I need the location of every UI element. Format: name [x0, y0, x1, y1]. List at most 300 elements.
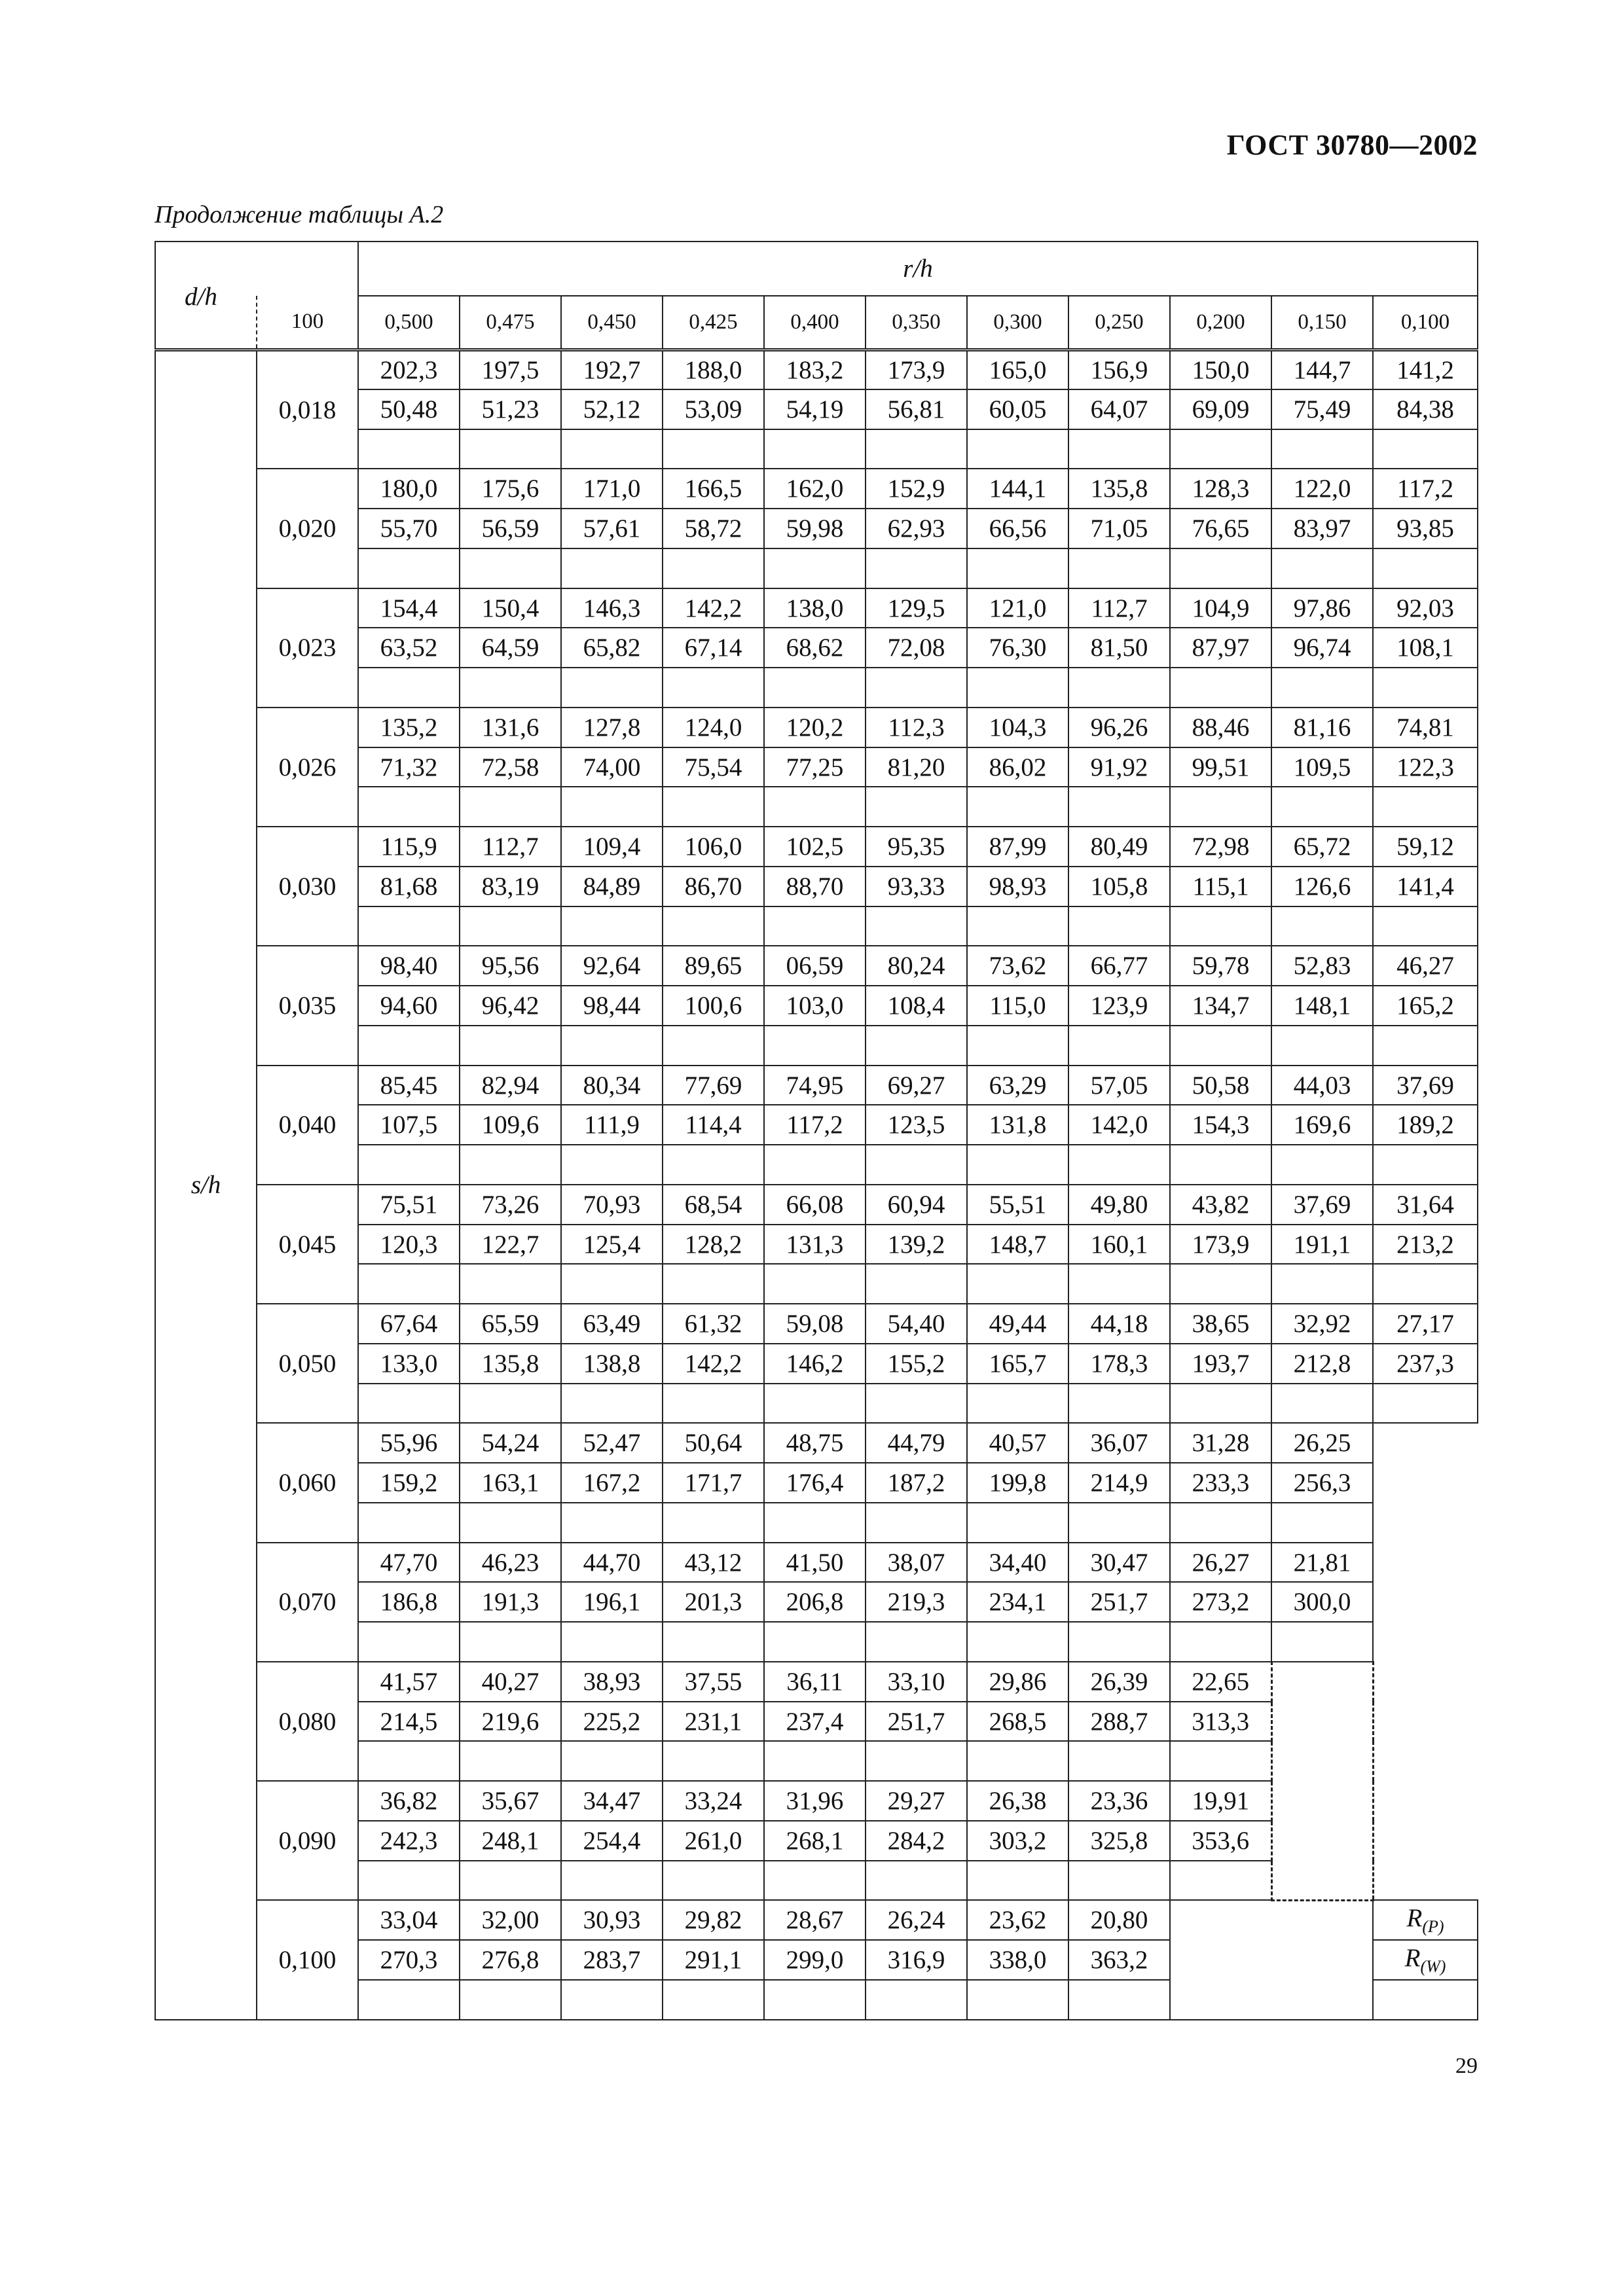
w-value-cell: 169,6 — [1271, 1105, 1373, 1145]
w-value-cell: 313,3 — [1170, 1702, 1271, 1742]
s-value-cell: 0,023 — [257, 588, 358, 708]
p-value-cell: 87,99 — [967, 827, 1068, 867]
p-value-cell: 165,0 — [967, 350, 1068, 389]
spacer-cell — [1373, 1264, 1478, 1304]
p-value-cell: 124,0 — [663, 708, 764, 747]
w-value-cell: 99,51 — [1170, 747, 1271, 787]
p-value-cell: 34,47 — [561, 1781, 663, 1821]
p-value-cell: 109,4 — [561, 827, 663, 867]
w-value-cell: 71,32 — [358, 747, 460, 787]
spacer-cell — [663, 1145, 764, 1185]
p-value-cell: 63,29 — [967, 1066, 1068, 1105]
w-value-cell: 84,89 — [561, 867, 663, 906]
empty-cell — [1373, 1423, 1478, 1463]
spacer-cell — [764, 1622, 866, 1662]
w-value-cell: 109,5 — [1271, 747, 1373, 787]
p-value-cell: 26,24 — [866, 1900, 967, 1940]
w-value-cell: 167,2 — [561, 1463, 663, 1503]
spacer-cell — [866, 1145, 967, 1185]
w-value-cell: 139,2 — [866, 1225, 967, 1265]
w-value-cell: 103,0 — [764, 986, 866, 1026]
spacer-cell — [561, 1980, 663, 2020]
s-value-cell: 0,020 — [257, 469, 358, 588]
spacer-cell — [1170, 787, 1271, 827]
spacer-cell — [663, 668, 764, 708]
spacer-cell — [1068, 668, 1170, 708]
w-value-cell: 154,3 — [1170, 1105, 1271, 1145]
p-value-cell: 150,4 — [460, 588, 561, 628]
p-value-cell: 77,69 — [663, 1066, 764, 1105]
empty-cell — [1271, 1781, 1373, 1821]
rh-header: r/h — [358, 242, 1478, 296]
dh-header-cell — [155, 242, 358, 311]
spacer-cell — [663, 1622, 764, 1662]
r-value-header: 0,250 — [1068, 296, 1170, 350]
r-value-header: 0,350 — [866, 296, 967, 350]
w-value-cell: 300,0 — [1271, 1582, 1373, 1622]
spacer-cell — [764, 1264, 866, 1304]
p-value-cell: 31,64 — [1373, 1185, 1478, 1225]
spacer-cell — [866, 1026, 967, 1066]
w-value-cell: 74,00 — [561, 747, 663, 787]
p-value-cell: 20,80 — [1068, 1900, 1170, 1940]
spacer-cell — [1068, 1384, 1170, 1424]
w-value-cell: 171,7 — [663, 1463, 764, 1503]
p-value-cell: 112,7 — [460, 827, 561, 867]
spacer-cell — [1068, 1026, 1170, 1066]
spacer-cell — [1170, 1384, 1271, 1424]
s-value-cell: 0,040 — [257, 1066, 358, 1185]
p-value-cell: 175,6 — [460, 469, 561, 509]
spacer-cell — [561, 668, 663, 708]
legend-symbol: R — [1404, 1943, 1421, 1972]
spacer-cell — [1170, 1264, 1271, 1304]
spacer-cell — [358, 1861, 460, 1901]
p-value-cell: 131,6 — [460, 708, 561, 747]
w-value-cell: 214,5 — [358, 1702, 460, 1742]
spacer-cell — [1373, 429, 1478, 469]
p-value-cell: 23,36 — [1068, 1781, 1170, 1821]
p-value-cell: 54,40 — [866, 1304, 967, 1344]
w-value-cell: 237,4 — [764, 1702, 866, 1742]
spacer-cell — [460, 1145, 561, 1185]
spacer-cell — [1068, 1145, 1170, 1185]
w-value-cell: 56,59 — [460, 509, 561, 548]
spacer-cell — [1271, 1741, 1373, 1781]
w-value-cell: 86,02 — [967, 747, 1068, 787]
p-value-cell: 88,46 — [1170, 708, 1271, 747]
spacer-cell — [1170, 906, 1271, 946]
w-value-cell: 213,2 — [1373, 1225, 1478, 1265]
p-value-cell: 66,77 — [1068, 946, 1170, 986]
spacer-cell — [764, 1026, 866, 1066]
w-value-cell: 59,98 — [764, 509, 866, 548]
p-value-cell: 97,86 — [1271, 588, 1373, 628]
w-value-cell: 122,7 — [460, 1225, 561, 1265]
w-value-cell: 284,2 — [866, 1821, 967, 1861]
w-value-cell: 76,65 — [1170, 509, 1271, 548]
p-value-cell: 65,72 — [1271, 827, 1373, 867]
legend-subscript: (W) — [1420, 1956, 1446, 1976]
w-value-cell: 98,44 — [561, 986, 663, 1026]
empty-cell — [1271, 1662, 1373, 1702]
p-value-cell: 43,82 — [1170, 1185, 1271, 1225]
p-value-cell: 31,96 — [764, 1781, 866, 1821]
spacer-cell — [358, 906, 460, 946]
w-value-cell: 107,5 — [358, 1105, 460, 1145]
w-value-cell: 160,1 — [1068, 1225, 1170, 1265]
p-value-cell: 40,27 — [460, 1662, 561, 1702]
spacer-cell — [1170, 548, 1271, 588]
p-value-cell: 156,9 — [1068, 350, 1170, 389]
s-value-cell: 0,045 — [257, 1185, 358, 1304]
p-value-cell: 49,80 — [1068, 1185, 1170, 1225]
w-value-cell: 76,30 — [967, 628, 1068, 668]
w-value-cell: 338,0 — [967, 1940, 1068, 1980]
p-value-cell: 154,4 — [358, 588, 460, 628]
r-value-header: 0,200 — [1170, 296, 1271, 350]
r-value-header: 0,450 — [561, 296, 663, 350]
p-value-cell: 81,16 — [1271, 708, 1373, 747]
spacer-cell — [1170, 1145, 1271, 1185]
spacer-cell — [1271, 787, 1373, 827]
spacer-cell — [967, 548, 1068, 588]
spacer-cell — [561, 1145, 663, 1185]
w-value-cell: 126,6 — [1271, 867, 1373, 906]
spacer-cell — [764, 787, 866, 827]
w-value-cell: 148,1 — [1271, 986, 1373, 1026]
p-value-cell: 27,17 — [1373, 1304, 1478, 1344]
p-value-cell: 146,3 — [561, 588, 663, 628]
p-value-cell: 60,94 — [866, 1185, 967, 1225]
w-value-cell: 81,20 — [866, 747, 967, 787]
p-value-cell: 142,2 — [663, 588, 764, 628]
p-value-cell: 37,69 — [1271, 1185, 1373, 1225]
w-value-cell: 251,7 — [1068, 1582, 1170, 1622]
p-value-cell: 121,0 — [967, 588, 1068, 628]
w-value-cell: 91,92 — [1068, 747, 1170, 787]
w-value-cell: 141,4 — [1373, 867, 1478, 906]
w-value-cell: 52,12 — [561, 389, 663, 429]
spacer-cell — [1271, 429, 1373, 469]
p-value-cell: 166,5 — [663, 469, 764, 509]
spacer-cell — [764, 1741, 866, 1781]
w-value-cell: 142,0 — [1068, 1105, 1170, 1145]
w-value-cell: 50,48 — [358, 389, 460, 429]
spacer-cell — [1373, 1980, 1478, 2020]
spacer-cell — [358, 1622, 460, 1662]
spacer-cell — [764, 906, 866, 946]
spacer-cell — [866, 906, 967, 946]
spacer-cell — [866, 1622, 967, 1662]
p-value-cell: 128,3 — [1170, 469, 1271, 509]
w-value-cell: 187,2 — [866, 1463, 967, 1503]
p-value-cell: 69,27 — [866, 1066, 967, 1105]
p-value-cell: 68,54 — [663, 1185, 764, 1225]
w-value-cell: 134,7 — [1170, 986, 1271, 1026]
p-value-cell: 122,0 — [1271, 469, 1373, 509]
spacer-cell — [1271, 1384, 1373, 1424]
empty-cell — [1170, 1900, 1271, 1940]
empty-cell — [1373, 1582, 1478, 1622]
w-value-cell: 176,4 — [764, 1463, 866, 1503]
s-value-cell: 0,070 — [257, 1543, 358, 1662]
spacer-cell — [967, 906, 1068, 946]
s-value-cell: 0,018 — [257, 350, 358, 469]
spacer-cell — [764, 1980, 866, 2020]
spacer-cell — [866, 668, 967, 708]
w-value-cell: 159,2 — [358, 1463, 460, 1503]
spacer-cell — [358, 429, 460, 469]
w-value-cell: 299,0 — [764, 1940, 866, 1980]
spacer-cell — [1170, 1741, 1271, 1781]
w-value-cell: 256,3 — [1271, 1463, 1373, 1503]
w-value-cell: 111,9 — [561, 1105, 663, 1145]
w-value-cell: 146,2 — [764, 1344, 866, 1384]
w-value-cell: 94,60 — [358, 986, 460, 1026]
p-value-cell: 34,40 — [967, 1543, 1068, 1583]
w-value-cell: 81,68 — [358, 867, 460, 906]
p-value-cell: 115,9 — [358, 827, 460, 867]
spacer-cell — [460, 1861, 561, 1901]
spacer-cell — [460, 1264, 561, 1304]
p-value-cell: 32,92 — [1271, 1304, 1373, 1344]
w-value-cell: 88,70 — [764, 867, 866, 906]
p-value-cell: 19,91 — [1170, 1781, 1271, 1821]
p-value-cell: 30,93 — [561, 1900, 663, 1940]
spacer-cell — [561, 1503, 663, 1543]
spacer-cell — [764, 668, 866, 708]
spacer-cell — [967, 1741, 1068, 1781]
p-value-cell: 152,9 — [866, 469, 967, 509]
w-value-cell: 100,6 — [663, 986, 764, 1026]
document-title: ГОСТ 30780—2002 — [1226, 129, 1478, 161]
w-value-cell: 206,8 — [764, 1582, 866, 1622]
spacer-cell — [967, 1264, 1068, 1304]
p-value-cell: 36,07 — [1068, 1423, 1170, 1463]
p-value-cell: 43,12 — [663, 1543, 764, 1583]
r-value-header: 0,425 — [663, 296, 764, 350]
r-value-header: 0,100 — [1373, 296, 1478, 350]
spacer-cell — [764, 548, 866, 588]
spacer-cell — [460, 906, 561, 946]
spacer-cell — [764, 1384, 866, 1424]
p-value-cell: 112,3 — [866, 708, 967, 747]
w-value-cell: 191,1 — [1271, 1225, 1373, 1265]
w-value-cell: 93,33 — [866, 867, 967, 906]
spacer-cell — [967, 668, 1068, 708]
w-value-cell: 51,23 — [460, 389, 561, 429]
w-value-cell: 363,2 — [1068, 1940, 1170, 1980]
w-value-cell: 128,2 — [663, 1225, 764, 1265]
p-value-cell: 41,57 — [358, 1662, 460, 1702]
p-value-cell: 74,81 — [1373, 708, 1478, 747]
spacer-cell — [764, 1861, 866, 1901]
spacer-cell — [460, 668, 561, 708]
w-value-cell: 248,1 — [460, 1821, 561, 1861]
d-value-header: 100 — [257, 296, 358, 350]
w-value-cell: 66,56 — [967, 509, 1068, 548]
p-value-cell: 65,59 — [460, 1304, 561, 1344]
p-value-cell: 141,2 — [1373, 350, 1478, 389]
p-value-cell: 47,70 — [358, 1543, 460, 1583]
spacer-cell — [1271, 1145, 1373, 1185]
w-value-cell: 214,9 — [1068, 1463, 1170, 1503]
spacer-cell — [663, 1741, 764, 1781]
p-value-cell: 33,04 — [358, 1900, 460, 1940]
w-value-cell: 142,2 — [663, 1344, 764, 1384]
spacer-cell — [1373, 1503, 1478, 1543]
p-value-cell: 98,40 — [358, 946, 460, 986]
empty-cell — [1373, 1543, 1478, 1583]
p-value-cell: 33,24 — [663, 1781, 764, 1821]
p-value-cell: 120,2 — [764, 708, 866, 747]
p-value-cell: 38,93 — [561, 1662, 663, 1702]
p-value-cell: 73,62 — [967, 946, 1068, 986]
w-value-cell: 58,72 — [663, 509, 764, 548]
w-value-cell: 81,50 — [1068, 628, 1170, 668]
p-value-cell: 173,9 — [866, 350, 967, 389]
p-value-cell: 26,38 — [967, 1781, 1068, 1821]
p-value-cell: 44,70 — [561, 1543, 663, 1583]
p-value-cell: 38,07 — [866, 1543, 967, 1583]
spacer-cell — [1170, 1861, 1271, 1901]
spacer-cell — [358, 548, 460, 588]
w-value-cell: 148,7 — [967, 1225, 1068, 1265]
w-value-cell: 69,09 — [1170, 389, 1271, 429]
r-value-header: 0,475 — [460, 296, 561, 350]
p-value-cell: 54,24 — [460, 1423, 561, 1463]
p-value-cell: 74,95 — [764, 1066, 866, 1105]
spacer-cell — [358, 787, 460, 827]
p-value-cell: 50,58 — [1170, 1066, 1271, 1105]
spacer-cell — [1373, 1384, 1478, 1424]
p-value-cell: 59,08 — [764, 1304, 866, 1344]
spacer-cell — [1068, 906, 1170, 946]
w-value-cell: 115,0 — [967, 986, 1068, 1026]
w-value-cell: 71,05 — [1068, 509, 1170, 548]
spacer-cell — [1271, 1622, 1373, 1662]
legend-w — [1373, 1940, 1478, 1980]
spacer-cell — [1373, 668, 1478, 708]
empty-cell — [1271, 1940, 1373, 1980]
spacer-cell — [967, 1861, 1068, 1901]
p-value-cell: 104,9 — [1170, 588, 1271, 628]
w-value-cell: 54,19 — [764, 389, 866, 429]
spacer-cell — [1170, 1026, 1271, 1066]
w-value-cell: 122,3 — [1373, 747, 1478, 787]
w-value-cell: 268,1 — [764, 1821, 866, 1861]
w-value-cell: 105,8 — [1068, 867, 1170, 906]
spacer-cell — [561, 1861, 663, 1901]
r-value-header: 0,500 — [358, 296, 460, 350]
p-value-cell: 46,23 — [460, 1543, 561, 1583]
spacer-cell — [1068, 429, 1170, 469]
spacer-cell — [561, 906, 663, 946]
w-value-cell: 316,9 — [866, 1940, 967, 1980]
p-value-cell: 32,00 — [460, 1900, 561, 1940]
spacer-cell — [358, 1264, 460, 1304]
p-value-cell: 59,78 — [1170, 946, 1271, 986]
spacer-cell — [460, 787, 561, 827]
w-value-cell: 135,8 — [460, 1344, 561, 1384]
p-value-cell: 48,75 — [764, 1423, 866, 1463]
spacer-cell — [866, 1861, 967, 1901]
spacer-cell — [460, 548, 561, 588]
spacer-cell — [1170, 1503, 1271, 1543]
w-value-cell: 56,81 — [866, 389, 967, 429]
p-value-cell: 150,0 — [1170, 350, 1271, 389]
p-value-cell: 92,64 — [561, 946, 663, 986]
p-value-cell: 63,49 — [561, 1304, 663, 1344]
w-value-cell: 114,4 — [663, 1105, 764, 1145]
p-value-cell: 106,0 — [663, 827, 764, 867]
p-value-cell: 06,59 — [764, 946, 866, 986]
w-value-cell: 67,14 — [663, 628, 764, 668]
spacer-cell — [358, 1503, 460, 1543]
w-value-cell: 123,5 — [866, 1105, 967, 1145]
p-value-cell: 127,8 — [561, 708, 663, 747]
p-value-cell: 52,47 — [561, 1423, 663, 1463]
spacer-cell — [866, 1503, 967, 1543]
spacer-cell — [1373, 1145, 1478, 1185]
p-value-cell: 192,7 — [561, 350, 663, 389]
p-value-cell: 135,8 — [1068, 469, 1170, 509]
p-value-cell: 44,79 — [866, 1423, 967, 1463]
w-value-cell: 242,3 — [358, 1821, 460, 1861]
p-value-cell: 102,5 — [764, 827, 866, 867]
w-value-cell: 64,07 — [1068, 389, 1170, 429]
w-value-cell: 163,1 — [460, 1463, 561, 1503]
p-value-cell: 57,05 — [1068, 1066, 1170, 1105]
spacer-cell — [1271, 668, 1373, 708]
sh-label: s/h — [155, 350, 257, 2020]
p-value-cell: 26,39 — [1068, 1662, 1170, 1702]
spacer-cell — [460, 1622, 561, 1662]
spacer-cell — [1373, 1861, 1478, 1901]
w-value-cell: 60,05 — [967, 389, 1068, 429]
p-value-cell: 188,0 — [663, 350, 764, 389]
p-value-cell: 50,64 — [663, 1423, 764, 1463]
spacer-cell — [967, 1384, 1068, 1424]
w-value-cell: 87,97 — [1170, 628, 1271, 668]
w-value-cell: 196,1 — [561, 1582, 663, 1622]
s-value-cell: 0,060 — [257, 1423, 358, 1542]
p-value-cell: 112,7 — [1068, 588, 1170, 628]
w-value-cell: 288,7 — [1068, 1702, 1170, 1742]
spacer-cell — [561, 1741, 663, 1781]
p-value-cell: 82,94 — [460, 1066, 561, 1105]
p-value-cell: 70,93 — [561, 1185, 663, 1225]
spacer-cell — [663, 1980, 764, 2020]
spacer-cell — [1271, 1264, 1373, 1304]
spacer-cell — [663, 1026, 764, 1066]
s-value-cell: 0,080 — [257, 1662, 358, 1781]
spacer-cell — [663, 548, 764, 588]
spacer-cell — [1068, 1503, 1170, 1543]
w-value-cell: 108,1 — [1373, 628, 1478, 668]
w-value-cell: 64,59 — [460, 628, 561, 668]
p-value-cell: 28,67 — [764, 1900, 866, 1940]
p-value-cell: 61,32 — [663, 1304, 764, 1344]
p-value-cell: 59,12 — [1373, 827, 1478, 867]
spacer-cell — [967, 787, 1068, 827]
p-value-cell: 31,28 — [1170, 1423, 1271, 1463]
spacer-cell — [1373, 1622, 1478, 1662]
w-value-cell: 165,2 — [1373, 986, 1478, 1026]
w-value-cell: 131,3 — [764, 1225, 866, 1265]
p-value-cell: 29,27 — [866, 1781, 967, 1821]
